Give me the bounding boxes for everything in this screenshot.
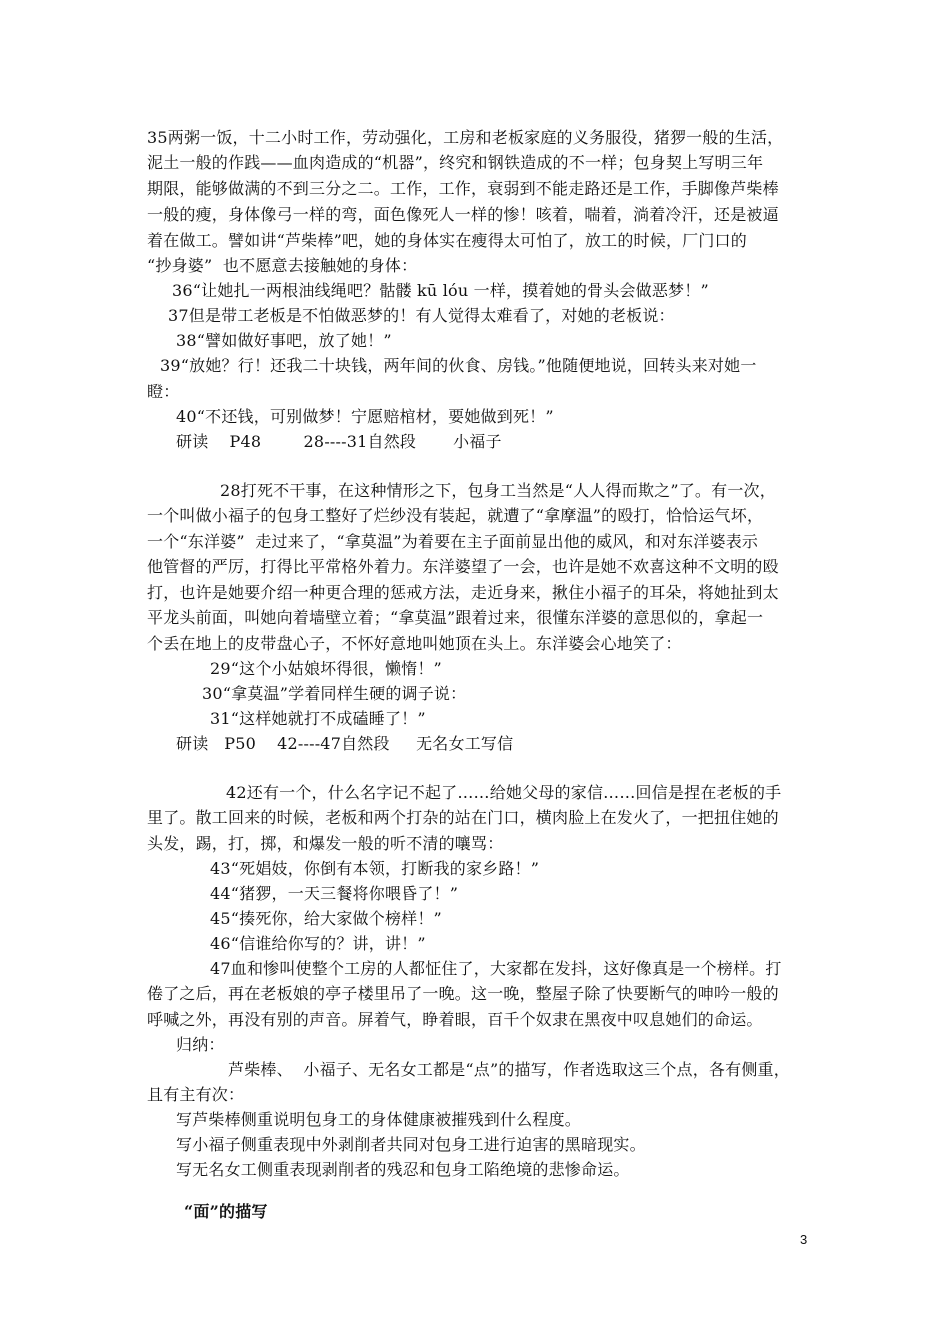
section-title: “面”的描写 — [184, 1202, 268, 1221]
text-line: 打，也许是她要介绍一种更合理的惩戒方法，走近身来，揪住小福子的耳朵，将她扯到太 — [147, 583, 779, 602]
text-line: 泥土一般的作践——血肉造成的“机器”，终究和钢铁造成的不一样；包身契上写明三年 — [147, 153, 764, 172]
text-line: 写小福子侧重表现中外剥削者共同对包身工进行迫害的黑暗现实。 — [176, 1135, 646, 1154]
text-line: 写无名女工侧重表现剥削者的残忍和包身工陷绝境的悲惨命运。 — [176, 1160, 630, 1179]
text-line: 一个“东洋婆” 走过来了，“拿莫温”为着要在主子面前显出他的威风，和对东洋婆表示 — [147, 532, 759, 551]
section-heading: 研读 P48 28----31自然段 小福子 — [176, 432, 502, 451]
page-number: 3 — [800, 1232, 808, 1247]
text-line: 他管督的严厉，打得比平常格外着力。东洋婆望了一会，也许是她不欢喜这种不文明的殴 — [147, 557, 779, 576]
section-heading: 研读 P50 42----47自然段 无名女工写信 — [176, 734, 514, 753]
text-line: 一个叫做小福子的包身工整好了烂纱没有装起，就遭了“拿摩温”的殴打，恰恰运气坏， — [147, 506, 764, 525]
text-line: 46“信谁给你写的？讲，讲！” — [210, 934, 426, 953]
text-line: 44“猪猡，一天三餐将你喂昏了！” — [210, 884, 459, 903]
text-line: 瞪： — [147, 382, 180, 401]
text-line: 里了。散工回来的时候，老板和两个打杂的站在门口，横肉脸上在发火了，一把扭住她的 — [147, 808, 779, 827]
text-line: “抄身婆” 也不愿意去接触她的身体： — [147, 256, 418, 275]
text-line: 30“拿莫温”学着同样生硬的调子说： — [202, 684, 467, 703]
text-line: 个丢在地上的皮带盘心子，不怀好意地叫她顶在头上。东洋婆会心地笑了： — [147, 634, 682, 653]
text-line: 期限，能够做满的不到三分之二。工作，工作，衰弱到不能走路还是工作，手脚像芦柴棒 — [147, 179, 779, 198]
text-line: 43“死娼妓，你倒有本领，打断我的家乡路！” — [210, 859, 540, 878]
text-line: 40“不还钱，可别做梦！宁愿赔棺材，要她做到死！” — [176, 407, 554, 426]
text-line: 45“揍死你，给大家做个榜样！” — [210, 909, 442, 928]
text-line: 倦了之后，再在老板娘的亭子楼里吊了一晚。这一晚，整屋子除了快要断气的呻吟一般的 — [147, 984, 779, 1003]
text-line: 31“这样她就打不成磕睡了！” — [210, 709, 426, 728]
text-line: 38“譬如做好事吧，放了她！” — [176, 331, 392, 350]
text-line: 42还有一个，什么名字记不起了……给她父母的家信……回信是捏在老板的手 — [226, 783, 782, 802]
text-line: 37但是带工老板是不怕做恶梦的！有人觉得太难看了，对她的老板说： — [168, 306, 675, 325]
text-line: 平龙头前面，叫她向着墙壁立着；“拿莫温”跟着过来，很懂东洋婆的意思似的，拿起一 — [147, 608, 764, 627]
text-line: 着在做工。譬如讲“芦柴棒”吧，她的身体实在瘦得太可怕了，放工的时候，厂门口的 — [147, 231, 747, 250]
text-line: 头发，踢，打，掷，和爆发一般的听不清的嚷骂： — [147, 834, 504, 853]
text-line: 一般的瘦，身体像弓一样的弯，面色像死人一样的惨！咳着，喘着，淌着冷汗，还是被逼 — [147, 205, 779, 224]
text-line: 且有主有次： — [147, 1085, 245, 1104]
summary-heading: 归纳： — [176, 1035, 225, 1054]
text-line: 39“放她？行！还我二十块钱，两年间的伙食、房钱。”他随便地说，回转头来对她一 — [160, 356, 757, 375]
text-line: 写芦柴棒侧重说明包身工的身体健康被摧残到什么程度。 — [176, 1110, 582, 1129]
text-line: 47血和惨叫使整个工房的人都怔住了，大家都在发抖，这好像真是一个榜样。打 — [210, 959, 782, 978]
text-line: 35两粥一饭，十二小时工作，劳动强化，工房和老板家庭的义务服役，猪猡一般的生活， — [147, 128, 784, 147]
text-line: 28打死不干事，在这种情形之下，包身工当然是“人人得而欺之”了。有一次， — [220, 481, 776, 500]
text-line: 29“这个小姑娘坏得很，懒惰！” — [210, 659, 442, 678]
text-line: 36“让她扎一两根油线绳吧？骷髅 kū lóu 一样，摸着她的骨头会做恶梦！” — [172, 281, 709, 300]
text-line: 呼喊之外，再没有别的声音。屏着气，睁着眼，百千个奴隶在黑夜中叹息她们的命运。 — [147, 1010, 763, 1029]
text-line: 芦柴棒、 小福子、无名女工都是“点”的描写，作者选取这三个点，各有侧重， — [228, 1060, 790, 1079]
